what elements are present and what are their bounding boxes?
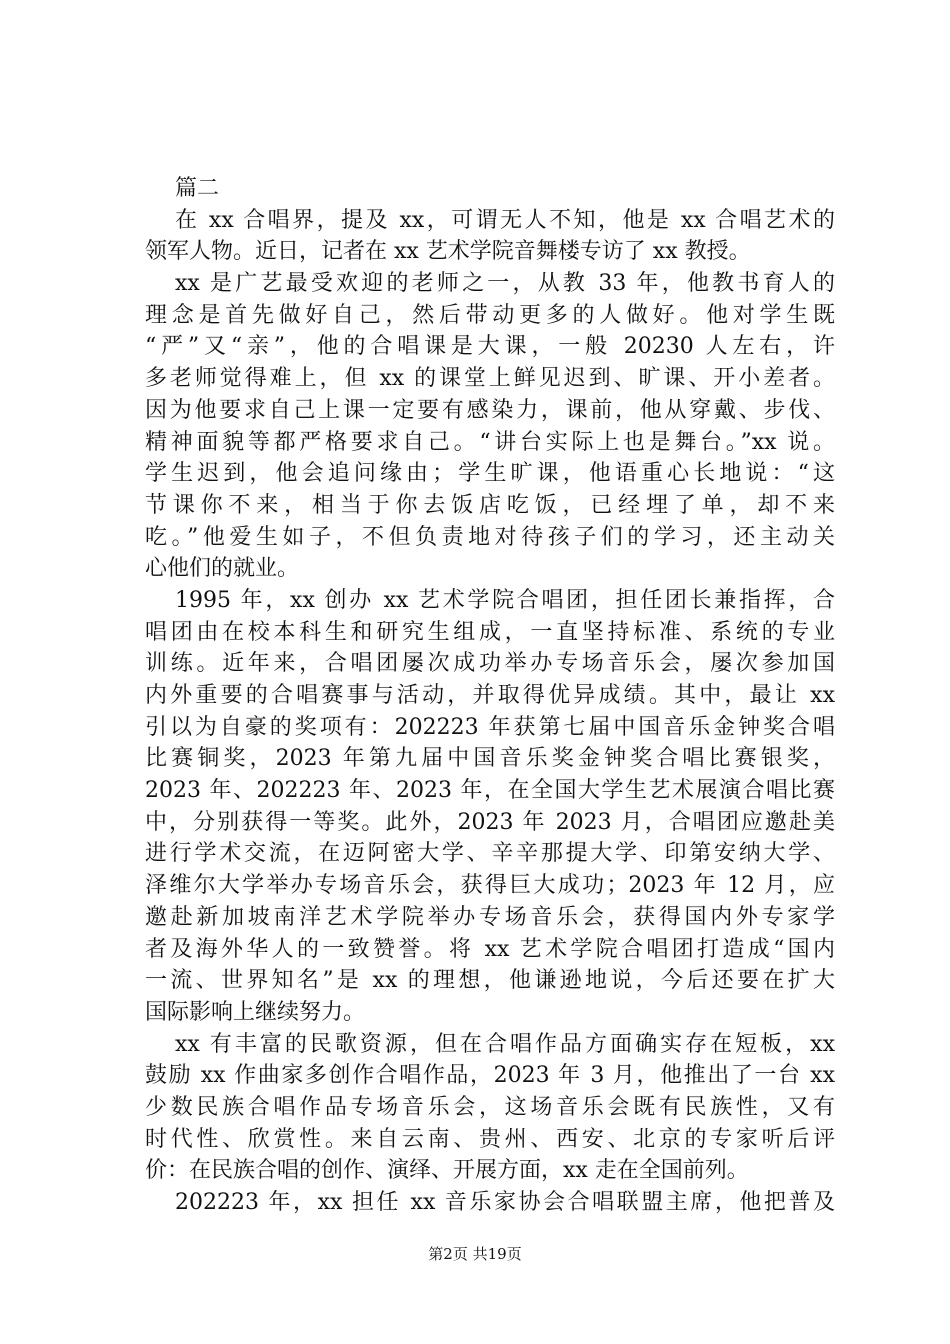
paragraph-line: 鼓励 xx 作曲家多创作合唱作品，2023 年 3 月，他推出了一台 xx: [145, 1063, 835, 1089]
paragraph-line: 邀赴新加坡南洋艺术学院举办专场音乐会，获得国内外专家学: [145, 904, 835, 930]
paragraph-line: 在 xx 合唱界，提及 xx，可谓无人不知，他是 xx 合唱艺术的: [175, 207, 835, 233]
paragraph-line: 时代性、欣赏性。来自云南、贵州、西安、北京的专家听后评: [145, 1126, 835, 1152]
paragraph-line: 1995 年，xx 创办 xx 艺术学院合唱团，担任团长兼指挥，合: [175, 587, 835, 613]
paragraph-line: 心他们的就业。: [145, 556, 300, 582]
paragraph-line: xx 是广艺最受欢迎的老师之一，从教 33 年，他教书育人的: [175, 271, 835, 297]
paragraph-line: 国际影响上继续努力。: [145, 999, 366, 1025]
paragraph-line: 唱团由在校本科生和研究生组成，一直坚持标准、系统的专业: [145, 619, 835, 645]
paragraph-line: 比赛铜奖，2023 年第九届中国音乐奖金钟奖合唱比赛银奖，: [145, 746, 835, 772]
document-body: [145, 173, 835, 1219]
paragraph-line: 因为他要求自己上课一定要有感染力，课前，他从穿戴、步伐、: [145, 397, 835, 423]
paragraph-line: 精神面貌等都严格要求自己。“讲台实际上也是舞台。”xx 说。: [145, 429, 835, 455]
paragraph-line: 引以为自豪的奖项有：202223 年获第七届中国音乐金钟奖合唱: [145, 714, 835, 740]
paragraph-line: 202223 年，xx 担任 xx 音乐家协会合唱联盟主席，他把普及: [175, 1190, 835, 1215]
paragraph-line: 领军人物。近日，记者在 xx 艺术学院音舞楼专访了 xx 教授。: [145, 239, 751, 265]
paragraph-line: 进行学术交流，在迈阿密大学、辛辛那提大学、印第安纳大学、: [145, 841, 835, 867]
paragraph-line: 泽维尔大学举办专场音乐会，获得巨大成功；2023 年 12 月，应: [145, 873, 835, 899]
paragraph-line: 训练。近年来，合唱团屡次成功举办专场音乐会，屡次参加国: [145, 651, 835, 677]
page-footer: 第2页 共19页: [428, 1245, 522, 1263]
section-heading: 篇二: [175, 176, 220, 201]
paragraph-line: 内外重要的合唱赛事与活动，并取得优异成绩。其中，最让 xx: [145, 683, 835, 708]
paragraph-line: 学生迟到，他会追问缘由；学生旷课，他语重心长地说：“这: [145, 461, 835, 487]
paragraph-line: 者及海外华人的一致赞誉。将 xx 艺术学院合唱团打造成“国内: [145, 936, 835, 962]
paragraph-line: 理念是首先做好自己，然后带动更多的人做好。他对学生既: [145, 302, 835, 328]
paragraph-line: 中，分别获得一等奖。此外，2023 年 2023 月，合唱团应邀赴美: [145, 809, 835, 835]
paragraph-line: 一流、世界知名”是 xx 的理想，他谦逊地说，今后还要在扩大: [145, 968, 835, 994]
paragraph-line: “严”又“亲”，他的合唱课是大课，一般 20230 人左右，许: [145, 334, 835, 360]
paragraph-line: xx 有丰富的民歌资源，但在合唱作品方面确实存在短板，xx: [175, 1031, 835, 1057]
paragraph-line: 价：在民族合唱的创作、演绎、开展方面，xx 走在全国前列。: [145, 1158, 749, 1184]
paragraph-line: 多老师觉得难上，但 xx 的课堂上鲜见迟到、旷课、开小差者。: [145, 366, 835, 392]
paragraph-line: 2023 年、202223 年、2023 年，在全国大学生艺术展演合唱比赛: [145, 778, 835, 804]
paragraph-line: 吃。”他爱生如子，不但负责地对待孩子们的学习，还主动关: [145, 524, 835, 550]
paragraph-line: 少数民族合唱作品专场音乐会，这场音乐会既有民族性，又有: [145, 1094, 835, 1120]
paragraph-line: 节课你不来，相当于你去饭店吃饭，已经埋了单，却不来: [145, 492, 835, 518]
